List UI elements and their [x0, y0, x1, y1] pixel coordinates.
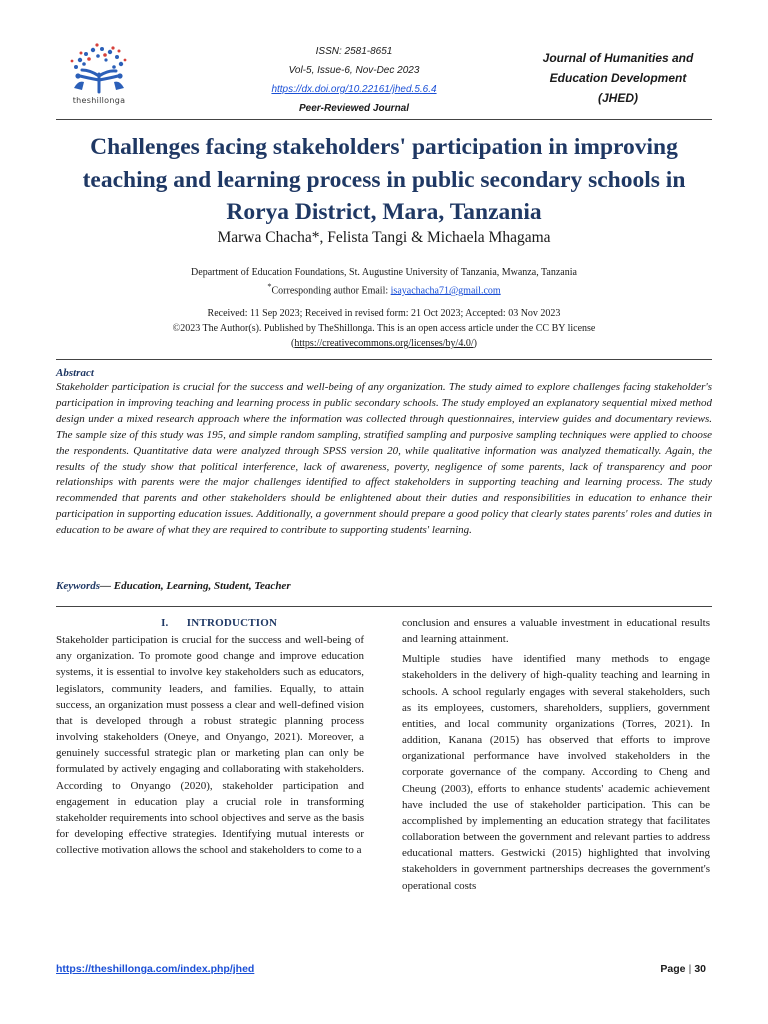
page-separator: | — [688, 963, 692, 975]
issue-meta — [230, 42, 478, 118]
page-number-value: 30 — [694, 963, 706, 975]
page-number — [660, 963, 706, 975]
section-title: INTRODUCTION — [186, 617, 278, 629]
intro-paragraph-2: Multiple studies have identified many methods to engage stakeholders in the delivery of high-quality teaching and learning in schools. A school regularly engages with several stakeholders, such as its employees, customers, shareholders, suppliers, government entities, and local community organizations (Torres, 2021). In addition, Kanana (2015) has observed that efforts to improve organizational performance have involved stakeholders in the corporate governance of the company. According to Cheng and Cheung (2003), efforts to enhance students' academic achievement have included the use of stakeholder participation. This can be accomplished by implementing an education strategy that facilitates collaboration between the government and relevant parties to address educational matters. Gestwicki (2015) highlighted that involving stakeholders in government partnerships decreases the government's operational costs — [402, 653, 710, 892]
body-column-right — [402, 615, 710, 894]
affiliation-block — [56, 266, 712, 298]
intro-paragraph-1: Stakeholder participation is crucial for the success and well-being of any organization. To promote good change and improve education systems, it is essential to involve key stakeholders such as educators, legislators, community leaders, and families. Equally, to attain success, an organization must possess a clear and well-defined vision that is developed through a robust strategic planning process involving stakeholders (Oneye, and Onyango, 2021). Moreover, a genuinely successful strategic plan or marketing plan can only be formulated by actively engaging and collaborating with stakeholders. According to Onyango (2020), stakeholder participation and engagement in education play a crucial role in transforming stakeholder requirements into school objectives and serve as the basis for developing effective strategies. Identifying mutual interests or collective motivation allows the school and stakeholders to come to a — [56, 634, 364, 857]
corresponding-marker: * — [267, 282, 272, 291]
section-heading-introduction — [56, 615, 364, 631]
abstract-rule-bottom — [56, 606, 712, 607]
footer-journal-link[interactable]: https://theshillonga.com/index.php/jhed — [56, 963, 255, 975]
header-rule — [56, 119, 712, 120]
corresponding-label: Corresponding author Email: — [271, 285, 391, 297]
journal-logo — [58, 40, 140, 108]
journal-name — [520, 48, 716, 108]
department: Department of Education Foundations, St. Augustine University of Tanzania, Mwanza, Tanzania — [191, 267, 577, 278]
intro-paragraph-1-continued: conclusion and ensures a valuable investment in educational results and learning attainment. — [402, 617, 710, 646]
license-link[interactable]: https://creativecommons.org/licenses/by/4.0/ — [294, 338, 474, 349]
logo-wordmark: theshillonga — [72, 96, 126, 105]
journal-name-line-2: Education Development — [549, 71, 687, 85]
journal-name-line-1: Journal of Humanities and — [542, 51, 694, 65]
keywords-line — [56, 580, 291, 592]
section-number: I. — [161, 617, 169, 629]
body-column-left — [56, 615, 364, 858]
volume-issue: Vol-5, Issue-6, Nov-Dec 2023 — [288, 65, 420, 76]
author-email-link[interactable]: isayachacha71@gmail.com — [390, 285, 501, 297]
abstract-heading: Abstract — [56, 367, 94, 379]
corresponding-author — [56, 280, 712, 298]
issn: ISSN: 2581-8651 — [315, 46, 393, 57]
article-title: Challenges facing stakeholders' participation in improving teaching and learning process in public secondary schools in Rorya District, Mara, Tanzania — [82, 134, 686, 225]
page-label: Page — [660, 963, 686, 975]
abstract-text: Stakeholder participation is crucial for the success and well-being of any organization. The study aimed to explore challenges facing stakeholder's participation in improving teaching and learning process in public secondary schools. The study employed an explanatory sequential mixed method design under a mixed research approach where the information was collected through questionnaires, interview guides and documentary reviews. The sample size of this study was 195, and simple random sampling, stratified sampling and purposive sampling techniques were applied to choose the respondents. Quantitative data were analyzed through SPSS version 20, while qualitative information was analyzed thematically. Again, the results of the study show that political interference, lack of awareness, poverty, negligence of some parents, lack of transparency and poor relationships with parents were the major challenges identified to affect stakeholders in supporting teaching and learning process. The study recommended that parents and other stakeholders should be enlightened about their duties and responsibilities in education to enhance their participation in supporting education issues. Additionally, a government should prepare a good policy that clearly states parents' roles and duties in education to be aware of what they are required to contribute to supporting students' learning. — [56, 381, 712, 537]
article-dates: Received: 11 Sep 2023; Received in revised form: 21 Oct 2023; Accepted: 03 Nov 2023 — [207, 308, 561, 319]
license-url: (https://creativecommons.org/licenses/by/4.0/) — [291, 338, 477, 349]
dates-license-block — [56, 306, 712, 351]
keywords-list: — Education, Learning, Student, Teacher — [100, 580, 291, 592]
abstract-rule-top — [56, 359, 712, 360]
authors: Marwa Chacha*, Felista Tangi & Michaela Mhagama — [217, 229, 551, 246]
peer-reviewed-label: Peer-Reviewed Journal — [298, 103, 410, 114]
license-statement: ©2023 The Author(s). Published by TheShillonga. This is an open access article under the CC BY license — [172, 323, 596, 334]
keywords-label: Keywords — [56, 580, 100, 592]
journal-name-line-3: (JHED) — [597, 91, 638, 105]
tree-logo-icon — [58, 40, 140, 96]
doi-link[interactable]: https://dx.doi.org/10.22161/jhed.5.6.4 — [271, 84, 437, 95]
